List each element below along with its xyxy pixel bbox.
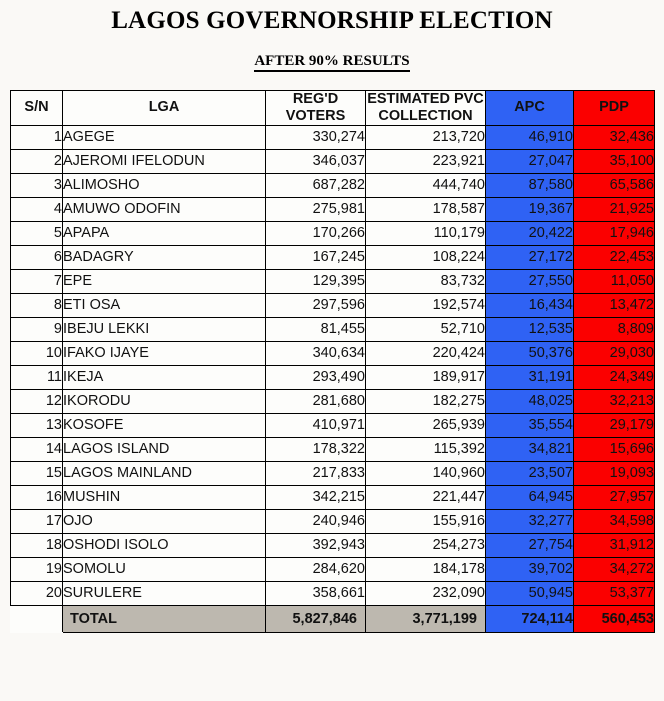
cell-lga: ETI OSA xyxy=(63,293,266,317)
cell-registered-voters: 170,266 xyxy=(266,221,366,245)
cell-lga: LAGOS MAINLAND xyxy=(63,461,266,485)
cell-lga: AGEGE xyxy=(63,125,266,149)
header-row xyxy=(11,90,655,125)
table-row xyxy=(11,293,655,317)
cell-estimated-pvc: 223,921 xyxy=(366,149,486,173)
election-results-table xyxy=(10,90,655,633)
total-registered-voters: 5,827,846 xyxy=(266,605,366,632)
cell-lga: EPE xyxy=(63,269,266,293)
table-row xyxy=(11,557,655,581)
table-row xyxy=(11,509,655,533)
cell-registered-voters: 340,634 xyxy=(266,341,366,365)
cell-sn: 13 xyxy=(11,413,63,437)
cell-apc-votes: 12,535 xyxy=(486,317,574,341)
cell-registered-voters: 358,661 xyxy=(266,581,366,605)
column-header-registered-voters: REG'D VOTERS xyxy=(266,90,366,125)
cell-lga: AMUWO ODOFIN xyxy=(63,197,266,221)
cell-registered-voters: 293,490 xyxy=(266,365,366,389)
table-row xyxy=(11,485,655,509)
cell-pdp-votes: 19,093 xyxy=(574,461,655,485)
cell-registered-voters: 297,596 xyxy=(266,293,366,317)
cell-apc-votes: 27,172 xyxy=(486,245,574,269)
cell-apc-votes: 27,754 xyxy=(486,533,574,557)
results-subtitle: AFTER 90% RESULTS xyxy=(254,53,409,72)
table-header xyxy=(11,90,655,125)
column-header-apc: APC xyxy=(486,90,574,125)
table-row xyxy=(11,413,655,437)
cell-estimated-pvc: 254,273 xyxy=(366,533,486,557)
table-row xyxy=(11,365,655,389)
cell-sn: 16 xyxy=(11,485,63,509)
cell-lga: IKORODU xyxy=(63,389,266,413)
cell-lga: IFAKO IJAYE xyxy=(63,341,266,365)
column-header-estimated-pvc-collection: ESTIMATED PVC COLLECTION xyxy=(367,90,484,124)
cell-sn: 12 xyxy=(11,389,63,413)
table-row xyxy=(11,173,655,197)
table-footer xyxy=(11,605,655,632)
cell-apc-votes: 35,554 xyxy=(486,413,574,437)
cell-estimated-pvc: 444,740 xyxy=(366,173,486,197)
cell-sn: 15 xyxy=(11,461,63,485)
cell-registered-voters: 342,215 xyxy=(266,485,366,509)
total-apc-votes: 724,114 xyxy=(486,605,574,632)
cell-registered-voters: 81,455 xyxy=(266,317,366,341)
cell-lga: AJEROMI IFELODUN xyxy=(63,149,266,173)
table-row xyxy=(11,197,655,221)
cell-apc-votes: 34,821 xyxy=(486,437,574,461)
cell-sn: 20 xyxy=(11,581,63,605)
cell-estimated-pvc: 110,179 xyxy=(366,221,486,245)
cell-registered-voters: 687,282 xyxy=(266,173,366,197)
cell-registered-voters: 178,322 xyxy=(266,437,366,461)
cell-sn: 19 xyxy=(11,557,63,581)
cell-estimated-pvc: 155,916 xyxy=(366,509,486,533)
cell-pdp-votes: 13,472 xyxy=(574,293,655,317)
cell-estimated-pvc: 52,710 xyxy=(366,317,486,341)
cell-sn: 3 xyxy=(11,173,63,197)
table-row xyxy=(11,437,655,461)
cell-registered-voters: 217,833 xyxy=(266,461,366,485)
cell-lga: IBEJU LEKKI xyxy=(63,317,266,341)
cell-estimated-pvc: 108,224 xyxy=(366,245,486,269)
cell-lga: APAPA xyxy=(63,221,266,245)
cell-pdp-votes: 21,925 xyxy=(574,197,655,221)
cell-pdp-votes: 27,957 xyxy=(574,485,655,509)
cell-pdp-votes: 53,377 xyxy=(574,581,655,605)
cell-sn: 14 xyxy=(11,437,63,461)
table-row xyxy=(11,533,655,557)
cell-apc-votes: 31,191 xyxy=(486,365,574,389)
cell-estimated-pvc: 213,720 xyxy=(366,125,486,149)
cell-pdp-votes: 22,453 xyxy=(574,245,655,269)
cell-pdp-votes: 17,946 xyxy=(574,221,655,245)
cell-apc-votes: 46,910 xyxy=(486,125,574,149)
table-body xyxy=(11,125,655,605)
total-sn-blank xyxy=(11,605,63,632)
cell-estimated-pvc: 83,732 xyxy=(366,269,486,293)
cell-sn: 1 xyxy=(11,125,63,149)
total-row xyxy=(11,605,655,632)
cell-registered-voters: 129,395 xyxy=(266,269,366,293)
cell-pdp-votes: 24,349 xyxy=(574,365,655,389)
cell-lga: ALIMOSHO xyxy=(63,173,266,197)
cell-sn: 7 xyxy=(11,269,63,293)
table-row xyxy=(11,461,655,485)
cell-registered-voters: 346,037 xyxy=(266,149,366,173)
cell-lga: KOSOFE xyxy=(63,413,266,437)
table-row xyxy=(11,341,655,365)
cell-registered-voters: 392,943 xyxy=(266,533,366,557)
table-row xyxy=(11,149,655,173)
cell-estimated-pvc: 184,178 xyxy=(366,557,486,581)
cell-sn: 11 xyxy=(11,365,63,389)
column-header-pdp: PDP xyxy=(574,90,655,125)
cell-estimated-pvc: 192,574 xyxy=(366,293,486,317)
column-header-sn: S/N xyxy=(11,90,63,125)
cell-pdp-votes: 34,272 xyxy=(574,557,655,581)
cell-estimated-pvc: 265,939 xyxy=(366,413,486,437)
cell-registered-voters: 330,274 xyxy=(266,125,366,149)
cell-sn: 4 xyxy=(11,197,63,221)
cell-apc-votes: 48,025 xyxy=(486,389,574,413)
cell-estimated-pvc: 140,960 xyxy=(366,461,486,485)
cell-registered-voters: 410,971 xyxy=(266,413,366,437)
cell-pdp-votes: 15,696 xyxy=(574,437,655,461)
total-estimated-pvc: 3,771,199 xyxy=(366,605,486,632)
table-row xyxy=(11,581,655,605)
cell-estimated-pvc: 182,275 xyxy=(366,389,486,413)
cell-pdp-votes: 31,912 xyxy=(574,533,655,557)
cell-sn: 6 xyxy=(11,245,63,269)
cell-sn: 10 xyxy=(11,341,63,365)
page-title: LAGOS GOVERNORSHIP ELECTION xyxy=(111,7,553,34)
cell-estimated-pvc: 189,917 xyxy=(366,365,486,389)
cell-lga: OSHODI ISOLO xyxy=(63,533,266,557)
cell-lga: SURULERE xyxy=(63,581,266,605)
cell-estimated-pvc: 221,447 xyxy=(366,485,486,509)
table-row xyxy=(11,317,655,341)
cell-apc-votes: 64,945 xyxy=(486,485,574,509)
cell-registered-voters: 281,680 xyxy=(266,389,366,413)
cell-apc-votes: 20,422 xyxy=(486,221,574,245)
cell-sn: 9 xyxy=(11,317,63,341)
table-row xyxy=(11,245,655,269)
cell-pdp-votes: 32,436 xyxy=(574,125,655,149)
cell-lga: OJO xyxy=(63,509,266,533)
cell-lga: MUSHIN xyxy=(63,485,266,509)
cell-sn: 5 xyxy=(11,221,63,245)
cell-lga: LAGOS ISLAND xyxy=(63,437,266,461)
cell-sn: 17 xyxy=(11,509,63,533)
cell-registered-voters: 284,620 xyxy=(266,557,366,581)
cell-apc-votes: 19,367 xyxy=(486,197,574,221)
table-row xyxy=(11,389,655,413)
cell-apc-votes: 50,376 xyxy=(486,341,574,365)
cell-apc-votes: 27,550 xyxy=(486,269,574,293)
cell-pdp-votes: 29,179 xyxy=(574,413,655,437)
total-pdp-votes: 560,453 xyxy=(574,605,655,632)
cell-registered-voters: 240,946 xyxy=(266,509,366,533)
total-label: TOTAL xyxy=(63,605,266,632)
column-header-lga: LGA xyxy=(63,90,266,125)
cell-estimated-pvc: 220,424 xyxy=(366,341,486,365)
table-row xyxy=(11,125,655,149)
cell-pdp-votes: 65,586 xyxy=(574,173,655,197)
cell-apc-votes: 23,507 xyxy=(486,461,574,485)
cell-pdp-votes: 8,809 xyxy=(574,317,655,341)
table-row xyxy=(11,269,655,293)
cell-apc-votes: 32,277 xyxy=(486,509,574,533)
cell-lga: SOMOLU xyxy=(63,557,266,581)
cell-apc-votes: 39,702 xyxy=(486,557,574,581)
cell-pdp-votes: 29,030 xyxy=(574,341,655,365)
cell-apc-votes: 87,580 xyxy=(486,173,574,197)
subtitle-container xyxy=(0,52,664,72)
cell-lga: IKEJA xyxy=(63,365,266,389)
cell-pdp-votes: 34,598 xyxy=(574,509,655,533)
cell-apc-votes: 27,047 xyxy=(486,149,574,173)
cell-lga: BADAGRY xyxy=(63,245,266,269)
cell-estimated-pvc: 178,587 xyxy=(366,197,486,221)
cell-estimated-pvc: 115,392 xyxy=(366,437,486,461)
cell-registered-voters: 275,981 xyxy=(266,197,366,221)
cell-apc-votes: 16,434 xyxy=(486,293,574,317)
table-row xyxy=(11,221,655,245)
cell-pdp-votes: 35,100 xyxy=(574,149,655,173)
cell-sn: 18 xyxy=(11,533,63,557)
cell-sn: 8 xyxy=(11,293,63,317)
cell-estimated-pvc: 232,090 xyxy=(366,581,486,605)
cell-apc-votes: 50,945 xyxy=(486,581,574,605)
cell-registered-voters: 167,245 xyxy=(266,245,366,269)
cell-pdp-votes: 11,050 xyxy=(574,269,655,293)
cell-pdp-votes: 32,213 xyxy=(574,389,655,413)
cell-sn: 2 xyxy=(11,149,63,173)
